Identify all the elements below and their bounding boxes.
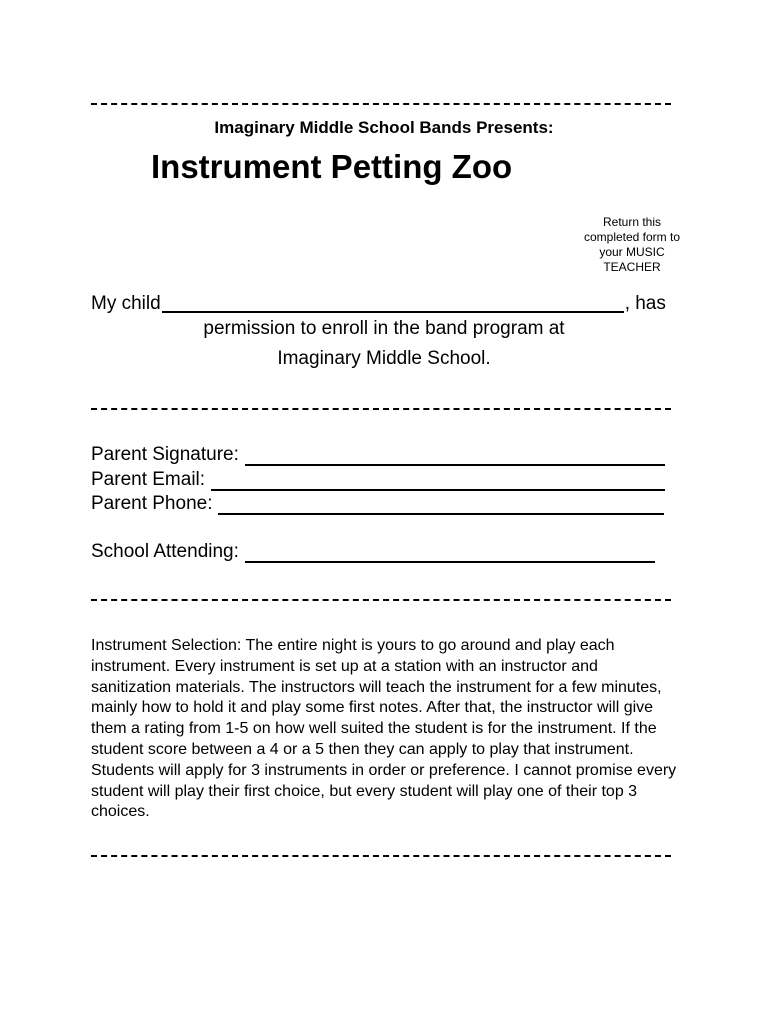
- child-name-field[interactable]: [162, 295, 624, 313]
- parent-signature-field[interactable]: [245, 447, 665, 466]
- school-name-text: Imaginary Middle School.: [277, 348, 491, 369]
- school-attending-field[interactable]: [245, 544, 655, 563]
- page-title: Instrument Petting Zoo: [151, 148, 513, 185]
- parent-email-label: Parent Email:: [91, 469, 206, 490]
- parent-signature-row: [91, 444, 665, 466]
- parent-phone-row: [91, 493, 664, 515]
- divider-top: [91, 103, 671, 105]
- child-suffix: , has: [624, 293, 666, 314]
- presenter-line: Imaginary Middle School Bands Presents:: [214, 118, 554, 137]
- divider-bottom: [91, 855, 671, 857]
- child-prefix: My child: [91, 293, 161, 314]
- instrument-selection-paragraph: Instrument Selection: The entire night is yours to go around and play each instrument. Every instrument is set up at a station with an instructor and sanitization materials. The instructors will teach the instrument for a few minutes, mainly how to hold it and play some first notes. After that, the instructor will give them a rating from 1-5 on how well suited the student is for the instrument. If the student score between a 4 or a 5 then they can apply to play that instrument. Students will apply for 3 instruments in order or preference. I cannot promise every student will play their first choice, but every student will play one of their top 3 choices.: [91, 637, 677, 821]
- school-attending-row: [91, 541, 655, 563]
- parent-phone-label: Parent Phone:: [91, 493, 213, 514]
- return-note: Return this completed form to your MUSIC TEACHER: [583, 215, 681, 274]
- parent-phone-field[interactable]: [218, 496, 664, 515]
- permission-text: permission to enroll in the band program at: [203, 318, 565, 339]
- parent-email-field[interactable]: [211, 472, 665, 491]
- child-permission-line: [91, 293, 666, 315]
- divider-middle: [91, 408, 671, 410]
- divider-lower: [91, 599, 671, 601]
- parent-email-row: [91, 469, 665, 491]
- parent-signature-label: Parent Signature:: [91, 444, 239, 465]
- school-attending-label: School Attending:: [91, 541, 239, 562]
